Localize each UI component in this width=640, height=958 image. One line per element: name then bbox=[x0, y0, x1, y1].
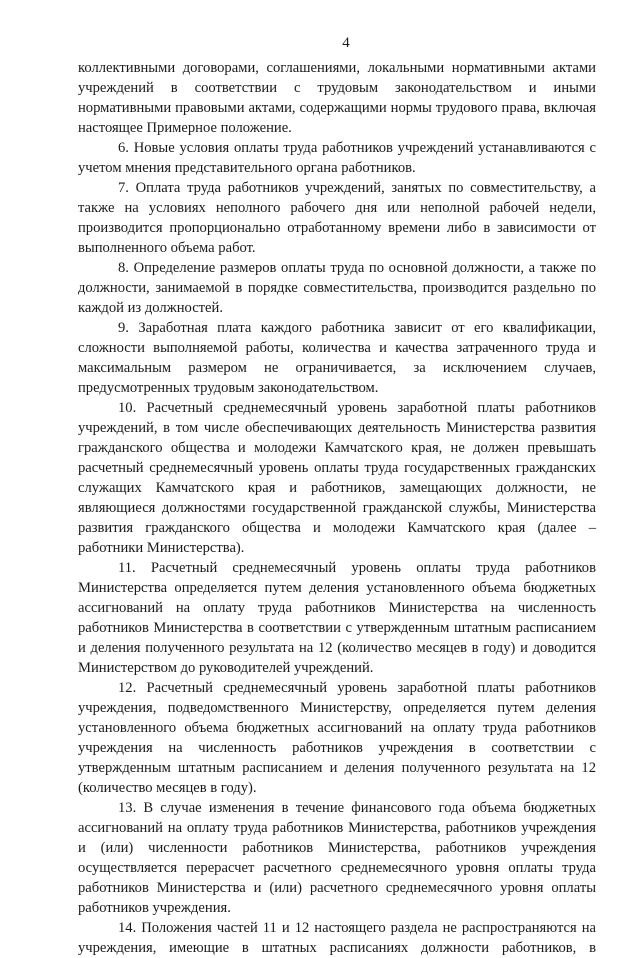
paragraph-12: 12. Расчетный среднемесячный уровень заработной платы работников учреждения, подведомственного Министерству, определяется путем деления установленного объема бюджетных ассигнований на оплату труда работников учреждения на численность работников учреждения в соответствии с утвержденным штатным расписанием и деления полученного результата на 12 (количество месяцев в году). bbox=[78, 680, 596, 796]
paragraph-7: 7. Оплата труда работников учреждений, занятых по совместительству, а также на условиях неполного рабочего дня или неполной рабочей недели, производится пропорционально отработанному времени либо в зависимости от выполненного объема работ. bbox=[78, 180, 596, 256]
paragraph-9: 9. Заработная плата каждого работника зависит от его квалификации, сложности выполняемой работы, количества и качества затраченного труда и максимальным размером не ограничивается, за исключением случаев, предусмотренных трудовым законодательством. bbox=[78, 320, 596, 396]
page-number: 4 bbox=[342, 35, 350, 51]
paragraph-8: 8. Определение размеров оплаты труда по основной должности, а также по должности, занимаемой в порядке совместительства, производится раздельно по каждой из должностей. bbox=[78, 260, 596, 316]
paragraph-13: 13. В случае изменения в течение финансового года объема бюджетных ассигнований на оплату труда работников Министерства, работников учреждения и (или) численности работников Министерства, работников учреждения осуществляется перерасчет расчетного среднемесячного уровня оплаты труда работников Министерства и (или) расчетного среднемесячного уровня оплаты работников учреждения. bbox=[78, 800, 596, 916]
paragraph-6: 6. Новые условия оплаты труда работников учреждений устанавливаются с учетом мнения представительного органа работников. bbox=[78, 140, 596, 176]
paragraph-14: 14. Положения частей 11 и 12 настоящего раздела не распространяются на учреждения, имеющие в штатных расписаниях должности работников, в bbox=[78, 920, 596, 956]
paragraph-11: 11. Расчетный среднемесячный уровень оплаты труда работников Министерства определяется путем деления установленного объема бюджетных ассигнований на оплату труда работников Министерства на численность работников Министерства в соответствии с утвержденным штатным расписанием и деления полученного результата на 12 (количество месяцев в году) и доводится Министерством до руководителей учреждений. bbox=[78, 560, 596, 676]
paragraph-continued: коллективными договорами, соглашениями, локальными нормативными актами учреждений в соответствии с трудовым законодательством и иными нормативными правовыми актами, содержащими нормы трудового права, включая настоящее Примерное положение. bbox=[78, 60, 596, 136]
paragraph-10: 10. Расчетный среднемесячный уровень заработной платы работников учреждений, в том числе обеспечивающих деятельность Министерства развития гражданского общества и молодежи Камчатского края, не должен превышать расчетный среднемесячный уровень оплаты труда государственных гражданских служащих Камчатского края и работников, замещающих должности, не являющиеся должностями государственной гражданской службы, Министерства развития гражданского общества и молодежи Камчатского края (далее – работники Министерства). bbox=[78, 400, 596, 556]
